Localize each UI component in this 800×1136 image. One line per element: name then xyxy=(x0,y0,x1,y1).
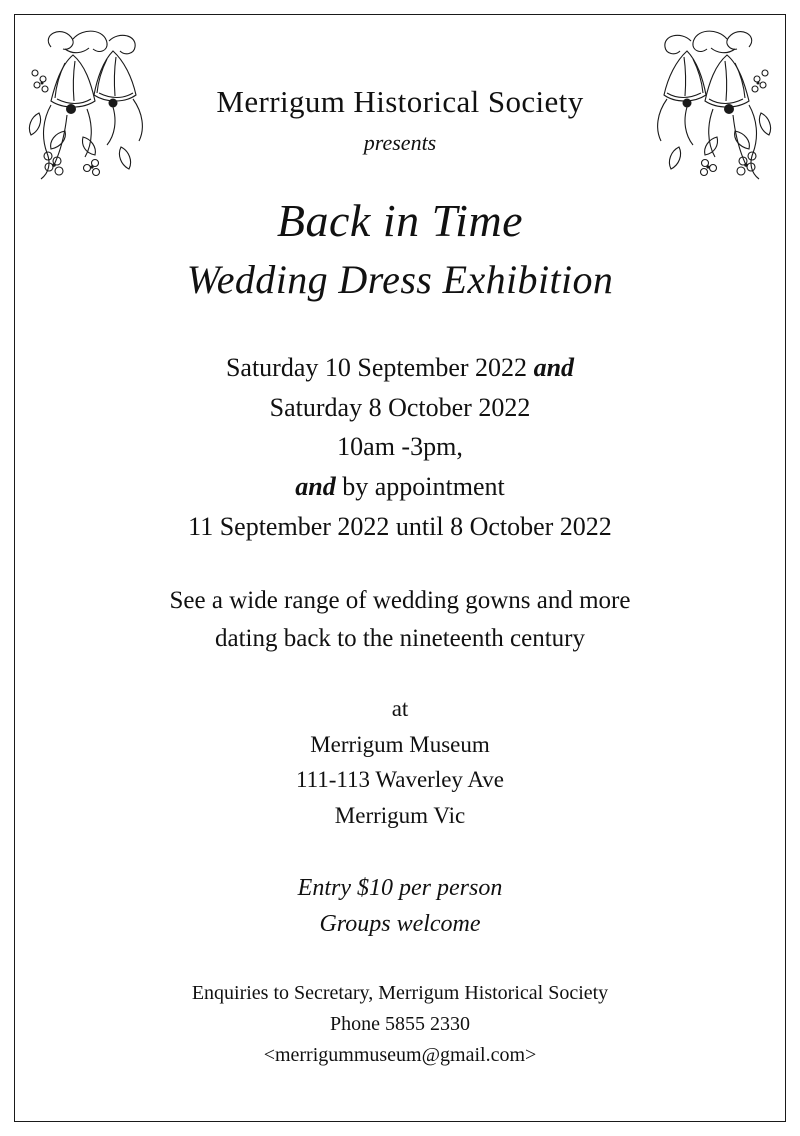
date-line-1-text: Saturday 10 September 2022 xyxy=(225,353,534,383)
contact-block xyxy=(15,978,785,1071)
venue-at-label: at xyxy=(391,696,409,722)
venue-street: 111-113 Waverley Ave xyxy=(295,767,505,793)
entry-price: Entry $10 per person xyxy=(297,874,503,901)
appointment-text: by appointment xyxy=(335,472,505,501)
description-line-2: dating back to the nineteenth century xyxy=(214,624,585,652)
appointment-date-range: 11 September 2022 until 8 October 2022 xyxy=(188,511,612,541)
groups-welcome: Groups welcome xyxy=(319,910,481,937)
date-line-1 xyxy=(15,348,785,388)
venue-locality: Merrigum Vic xyxy=(334,802,466,828)
email-line: <merrigummuseum@gmail.com> xyxy=(263,1043,537,1066)
description-line-1: See a wide range of wedding gowns and more xyxy=(169,587,631,615)
event-title: Back in Time xyxy=(276,195,524,247)
appointment-emphasis: and xyxy=(295,472,336,501)
date-line-1-emphasis: and xyxy=(533,353,575,383)
venue-block xyxy=(15,691,785,834)
venue-name: Merrigum Museum xyxy=(310,731,490,757)
entry-block xyxy=(15,870,785,942)
poster-content xyxy=(15,15,785,1071)
dates-block xyxy=(15,348,785,546)
presents-label: presents xyxy=(363,130,437,156)
title-block xyxy=(15,194,785,304)
phone-line: Phone 5855 2330 xyxy=(330,1012,470,1035)
poster-border-frame xyxy=(14,14,786,1122)
date-line-2: Saturday 8 October 2022 xyxy=(269,392,531,422)
opening-hours: 10am -3pm, xyxy=(337,432,463,462)
organisation-name: Merrigum Historical Society xyxy=(216,84,584,119)
enquiries-line: Enquiries to Secretary, Merrigum Historical Society xyxy=(191,981,609,1004)
appointment-line xyxy=(15,467,785,507)
event-subtitle: Wedding Dress Exhibition xyxy=(186,257,614,303)
description-block xyxy=(15,582,785,657)
